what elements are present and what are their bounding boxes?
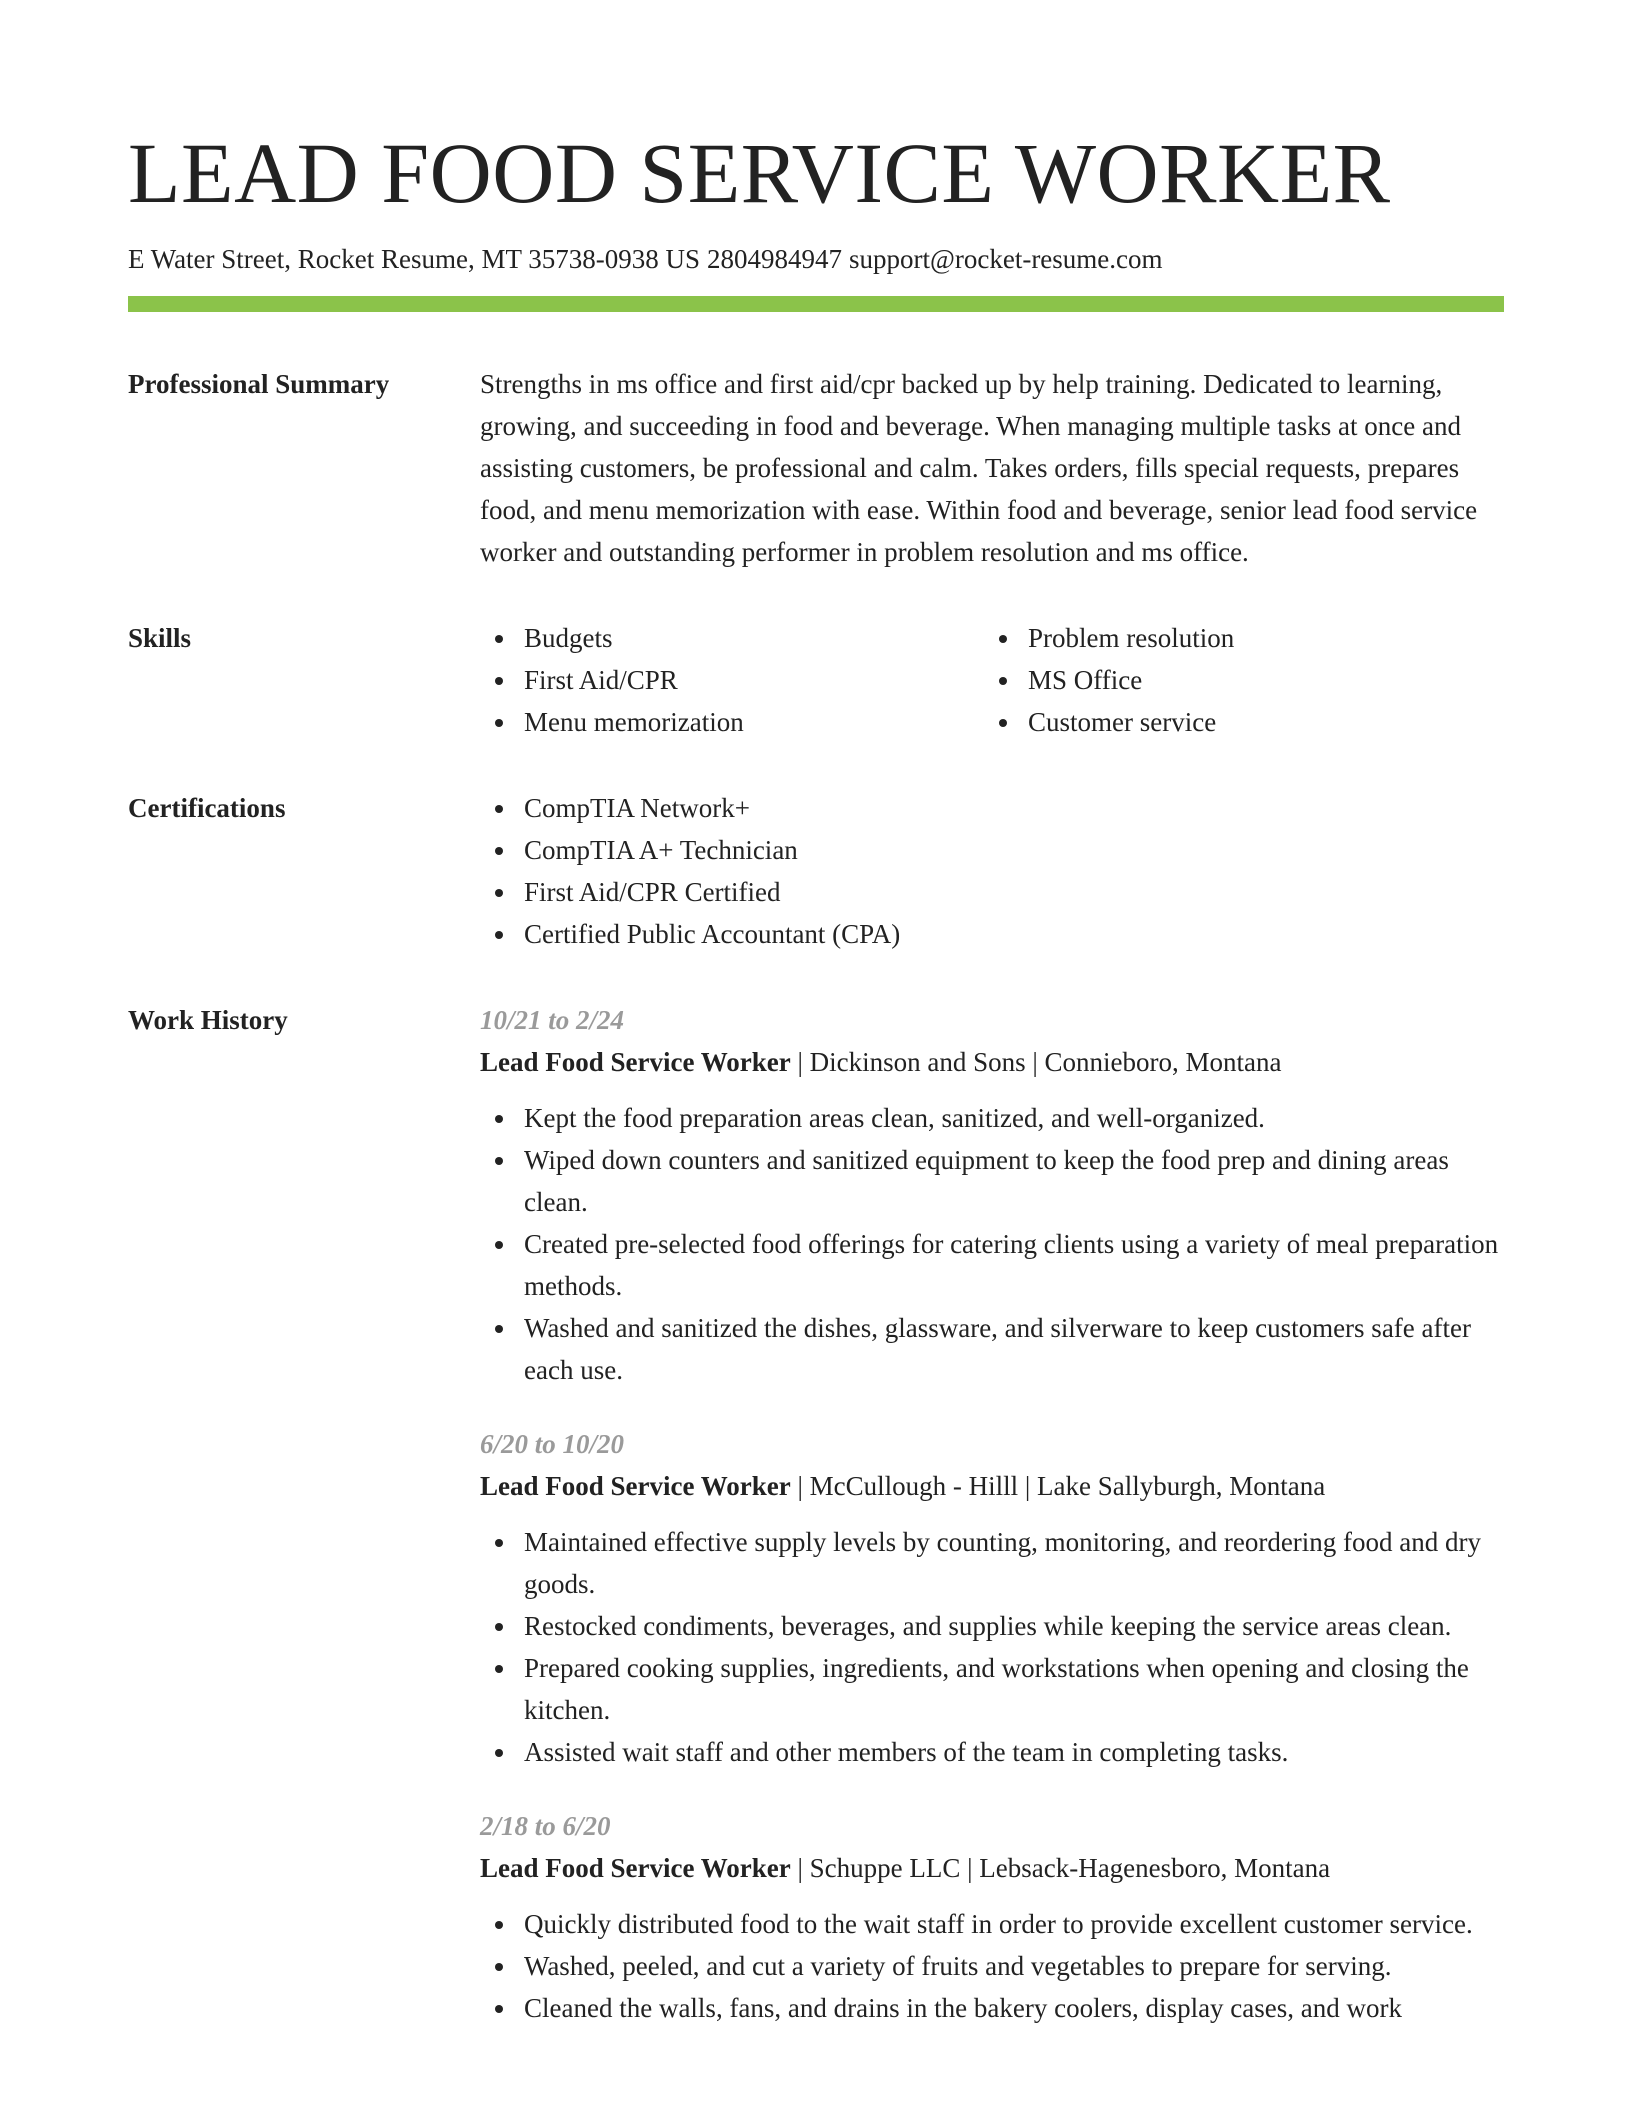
job-bullet: Washed and sanitized the dishes, glassware, and silverware to keep customers safe after each use. [480,1307,1504,1391]
skills-title: Skills [128,623,192,653]
job-bullet: Wiped down counters and sanitized equipment to keep the food prep and dining areas clean. [480,1139,1504,1223]
job-bullet-list [480,1903,1504,2029]
job-details: | Schuppe LLC | Lebsack-Hagenesboro, Montana [790,1853,1331,1883]
job-dates: 10/21 to 2/24 [480,1005,625,1035]
job-details: | Dickinson and Sons | Connieboro, Montana [790,1047,1282,1077]
job-heading [480,1041,1504,1083]
job-heading [480,1847,1504,1889]
work-history-title: Work History [128,1005,288,1035]
job-title: Lead Food Service Worker [480,1047,791,1077]
skill-item: Problem resolution [984,617,1504,659]
contact-phone: 2804984947 [707,244,842,274]
certification-item: First Aid/CPR Certified [480,871,1504,913]
resume-name-heading: LEAD FOOD SERVICE WORKER [128,125,1391,221]
job-bullet: Created pre-selected food offerings for catering clients using a variety of meal preparation methods. [480,1223,1504,1307]
certification-item: CompTIA Network+ [480,787,1504,829]
job-bullet: Prepared cooking supplies, ingredients, and workstations when opening and closing the kitchen. [480,1647,1504,1731]
resume-page [128,118,1504,2029]
job-bullet: Washed, peeled, and cut a variety of fruits and vegetables to prepare for serving. [480,1945,1504,1987]
certification-item: CompTIA A+ Technician [480,829,1504,871]
certifications-title: Certifications [128,793,286,823]
job-entry [480,999,1504,1391]
contact-email: support@rocket-resume.com [849,244,1163,274]
contact-address: E Water Street, Rocket Resume, MT 35738-0938 US [128,244,700,274]
certifications-list [480,787,1504,955]
job-dates: 6/20 to 10/20 [480,1429,625,1459]
contact-line [128,242,1504,276]
job-bullet: Kept the food preparation areas clean, sanitized, and well-organized. [480,1097,1504,1139]
summary-title: Professional Summary [128,369,390,399]
header-divider [128,296,1504,312]
summary-text: Strengths in ms office and first aid/cpr backed up by help training. Dedicated to learning, growing, and succeeding in food and beverage. When managing multiple tasks at once and assisting customers, be professional and calm. Takes orders, fills special requests, prepares food, and menu memorization with ease. Within food and beverage, senior lead food service worker and outstanding performer in problem resolution and ms office. [480,369,1478,567]
certification-item: Certified Public Accountant (CPA) [480,913,1504,955]
summary-section [128,363,1504,573]
job-bullet-list [480,1521,1504,1773]
job-bullet: Assisted wait staff and other members of the team in completing tasks. [480,1731,1504,1773]
job-entry [480,1805,1504,2029]
skill-item: Budgets [480,617,984,659]
work-history-section [128,999,1504,2029]
job-bullet: Maintained effective supply levels by counting, monitoring, and reordering food and dry goods. [480,1521,1504,1605]
skill-item: Menu memorization [480,701,984,743]
job-details: | McCullough - Hilll | Lake Sallyburgh, Montana [790,1471,1326,1501]
job-title: Lead Food Service Worker [480,1853,791,1883]
job-bullet: Restocked condiments, beverages, and supplies while keeping the service areas clean. [480,1605,1504,1647]
skill-item: Customer service [984,701,1504,743]
job-bullet-list [480,1097,1504,1391]
skills-section [128,617,1504,743]
skill-item: First Aid/CPR [480,659,984,701]
job-entry [480,1423,1504,1773]
skills-list [480,617,1504,743]
skill-item: MS Office [984,659,1504,701]
job-bullet: Cleaned the walls, fans, and drains in the bakery coolers, display cases, and work [480,1987,1504,2029]
job-bullet: Quickly distributed food to the wait staff in order to provide excellent customer service. [480,1903,1504,1945]
certifications-section [128,787,1504,955]
job-heading [480,1465,1504,1507]
job-title: Lead Food Service Worker [480,1471,791,1501]
job-dates: 2/18 to 6/20 [480,1811,611,1841]
